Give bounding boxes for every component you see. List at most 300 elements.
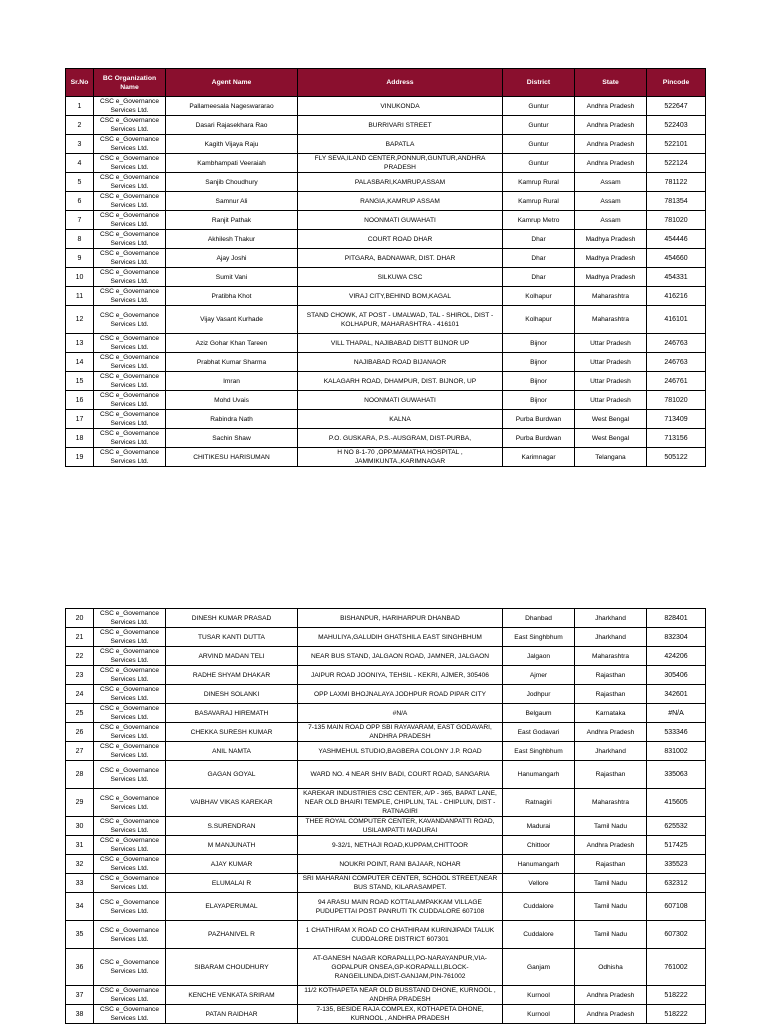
district-cell: Kurnool bbox=[503, 986, 575, 1005]
agent-name-cell: Kagith Vijaya Raju bbox=[166, 135, 298, 154]
agent-name-cell: RADHE SHYAM DHAKAR bbox=[166, 666, 298, 685]
address-cell: P.O. GUSKARA, P.S.-AUSGRAM, DIST-PURBA, bbox=[298, 429, 503, 448]
agent-name-cell: DINESH KUMAR PRASAD bbox=[166, 609, 298, 628]
sr-no-cell: 15 bbox=[66, 372, 94, 391]
table-row bbox=[66, 306, 706, 334]
pincode-cell: 522101 bbox=[647, 135, 706, 154]
organization-cell: CSC e_Governance Services Ltd. bbox=[94, 353, 166, 372]
organization-cell: CSC e_Governance Services Ltd. bbox=[94, 249, 166, 268]
table-row bbox=[66, 135, 706, 154]
agent-name-cell: Vijay Vasant Kurhade bbox=[166, 306, 298, 334]
header-address: Address bbox=[298, 69, 503, 97]
agent-name-cell: ELUMALAI R bbox=[166, 874, 298, 893]
pincode-cell: 781020 bbox=[647, 211, 706, 230]
pincode-cell: 522403 bbox=[647, 116, 706, 135]
table-row bbox=[66, 211, 706, 230]
sr-no-cell: 37 bbox=[66, 986, 94, 1005]
pincode-cell: 246763 bbox=[647, 334, 706, 353]
organization-cell: CSC e_Governance Services Ltd. bbox=[94, 986, 166, 1005]
sr-no-cell: 32 bbox=[66, 855, 94, 874]
sr-no-cell: 27 bbox=[66, 742, 94, 761]
state-cell: Andhra Pradesh bbox=[575, 723, 647, 742]
pincode-cell: 415605 bbox=[647, 789, 706, 817]
address-cell: WARD NO. 4 NEAR SHIV BADI, COURT ROAD, SANGARIA bbox=[298, 761, 503, 789]
organization-cell: CSC e_Governance Services Ltd. bbox=[94, 647, 166, 666]
organization-cell: CSC e_Governance Services Ltd. bbox=[94, 268, 166, 287]
agent-name-cell: Samnur Ali bbox=[166, 192, 298, 211]
address-cell: SRI MAHARANI COMPUTER CENTER, SCHOOL STREET,NEAR BUS STAND, KILARASAMPET. bbox=[298, 874, 503, 893]
pincode-cell: 246763 bbox=[647, 353, 706, 372]
table-row bbox=[66, 97, 706, 116]
pincode-cell: 632312 bbox=[647, 874, 706, 893]
district-cell: Purba Burdwan bbox=[503, 429, 575, 448]
organization-cell: CSC e_Governance Services Ltd. bbox=[94, 230, 166, 249]
header-district: District bbox=[503, 69, 575, 97]
address-cell: #N/A bbox=[298, 704, 503, 723]
agent-name-cell: ARVIND MADAN TELI bbox=[166, 647, 298, 666]
address-cell: 11/2 KOTHAPETA NEAR OLD BUSSTAND DHONE, KURNOOL , ANDHRA PRADESH bbox=[298, 986, 503, 1005]
pincode-cell: 342601 bbox=[647, 685, 706, 704]
organization-cell: CSC e_Governance Services Ltd. bbox=[94, 429, 166, 448]
state-cell: Madhya Pradesh bbox=[575, 230, 647, 249]
pincode-cell: 246761 bbox=[647, 372, 706, 391]
pincode-cell: 305406 bbox=[647, 666, 706, 685]
organization-cell: CSC e_Governance Services Ltd. bbox=[94, 97, 166, 116]
table-row bbox=[66, 334, 706, 353]
pincode-cell: 505122 bbox=[647, 448, 706, 467]
pincode-cell: 831002 bbox=[647, 742, 706, 761]
address-cell: THEE ROYAL COMPUTER CENTER, KAVANDANPATTI ROAD, USILAMPATTI MADURAI bbox=[298, 817, 503, 836]
state-cell: Jharkhand bbox=[575, 609, 647, 628]
table-row bbox=[66, 268, 706, 287]
sr-no-cell: 6 bbox=[66, 192, 94, 211]
sr-no-cell: 31 bbox=[66, 836, 94, 855]
organization-cell: CSC e_Governance Services Ltd. bbox=[94, 874, 166, 893]
organization-cell: CSC e_Governance Services Ltd. bbox=[94, 1005, 166, 1024]
pincode-cell: 828401 bbox=[647, 609, 706, 628]
table-row bbox=[66, 154, 706, 173]
table-row bbox=[66, 372, 706, 391]
state-cell: Andhra Pradesh bbox=[575, 836, 647, 855]
address-cell: VIRAJ CITY,BEHIND BOM,KAGAL bbox=[298, 287, 503, 306]
state-cell: Andhra Pradesh bbox=[575, 1005, 647, 1024]
sr-no-cell: 24 bbox=[66, 685, 94, 704]
address-cell: 7-135 MAIN ROAD OPP SBI RAYAVARAM, EAST GODAVARI, ANDHRA PRADESH bbox=[298, 723, 503, 742]
sr-no-cell: 38 bbox=[66, 1005, 94, 1024]
organization-cell: CSC e_Governance Services Ltd. bbox=[94, 372, 166, 391]
address-cell: MAHULIYA,GALUDIH GHATSHILA EAST SINGHBHUM bbox=[298, 628, 503, 647]
agent-name-cell: CHEKKA SURESH KUMAR bbox=[166, 723, 298, 742]
state-cell: Madhya Pradesh bbox=[575, 268, 647, 287]
organization-cell: CSC e_Governance Services Ltd. bbox=[94, 154, 166, 173]
district-cell: East Singhbhum bbox=[503, 628, 575, 647]
district-cell: Jalgaon bbox=[503, 647, 575, 666]
agent-name-cell: BASAVARAJ HIREMATH bbox=[166, 704, 298, 723]
sr-no-cell: 2 bbox=[66, 116, 94, 135]
organization-cell: CSC e_Governance Services Ltd. bbox=[94, 391, 166, 410]
pincode-cell: 761002 bbox=[647, 949, 706, 986]
agent-name-cell: Mohd Uvais bbox=[166, 391, 298, 410]
address-cell: FLY SEVA,ILAND CENTER,PONNUR,GUNTUR,ANDHRA PRADESH bbox=[298, 154, 503, 173]
header-pincode: Pincode bbox=[647, 69, 706, 97]
district-cell: Belgaum bbox=[503, 704, 575, 723]
state-cell: Andhra Pradesh bbox=[575, 116, 647, 135]
agent-name-cell: Rabindra Nath bbox=[166, 410, 298, 429]
address-cell: BURRIVARI STREET bbox=[298, 116, 503, 135]
state-cell: Jharkhand bbox=[575, 742, 647, 761]
header-sr-no: Sr.No bbox=[66, 69, 94, 97]
state-cell: Tamil Nadu bbox=[575, 893, 647, 921]
state-cell: Jharkhand bbox=[575, 628, 647, 647]
organization-cell: CSC e_Governance Services Ltd. bbox=[94, 116, 166, 135]
agent-name-cell: DINESH SOLANKI bbox=[166, 685, 298, 704]
pincode-cell: 781020 bbox=[647, 391, 706, 410]
sr-no-cell: 21 bbox=[66, 628, 94, 647]
organization-cell: CSC e_Governance Services Ltd. bbox=[94, 192, 166, 211]
organization-cell: CSC e_Governance Services Ltd. bbox=[94, 685, 166, 704]
address-cell: COURT ROAD DHAR bbox=[298, 230, 503, 249]
state-cell: Rajasthan bbox=[575, 685, 647, 704]
state-cell: Madhya Pradesh bbox=[575, 249, 647, 268]
district-cell: Kamrup Rural bbox=[503, 173, 575, 192]
table-row bbox=[66, 817, 706, 836]
agent-name-cell: PATAN RAIDHAR bbox=[166, 1005, 298, 1024]
district-cell: Guntur bbox=[503, 135, 575, 154]
pincode-cell: 424206 bbox=[647, 647, 706, 666]
state-cell: Karnataka bbox=[575, 704, 647, 723]
organization-cell: CSC e_Governance Services Ltd. bbox=[94, 609, 166, 628]
table-row bbox=[66, 874, 706, 893]
address-cell: NOONMATI GUWAHATI bbox=[298, 391, 503, 410]
state-cell: Maharashtra bbox=[575, 287, 647, 306]
sr-no-cell: 34 bbox=[66, 893, 94, 921]
sr-no-cell: 25 bbox=[66, 704, 94, 723]
state-cell: Assam bbox=[575, 173, 647, 192]
organization-cell: CSC e_Governance Services Ltd. bbox=[94, 855, 166, 874]
table-row bbox=[66, 230, 706, 249]
agent-name-cell: M MANJUNATH bbox=[166, 836, 298, 855]
agent-name-cell: Sachin Shaw bbox=[166, 429, 298, 448]
agent-name-cell: Aziz Gohar Khan Tareen bbox=[166, 334, 298, 353]
state-cell: Rajasthan bbox=[575, 666, 647, 685]
sr-no-cell: 5 bbox=[66, 173, 94, 192]
district-cell: East Singhbhum bbox=[503, 742, 575, 761]
table-row bbox=[66, 666, 706, 685]
sr-no-cell: 18 bbox=[66, 429, 94, 448]
address-cell: NAJIBABAD ROAD BIJANAOR bbox=[298, 353, 503, 372]
sr-no-cell: 20 bbox=[66, 609, 94, 628]
district-cell: Ratnagiri bbox=[503, 789, 575, 817]
address-cell: 94 ARASU MAIN ROAD KOTTALAMPAKKAM VILLAGE PUDUPETTAI POST PANRUTI TK CUDDALORE 607108 bbox=[298, 893, 503, 921]
sr-no-cell: 7 bbox=[66, 211, 94, 230]
agent-name-cell: GAGAN GOYAL bbox=[166, 761, 298, 789]
district-cell: Dhar bbox=[503, 249, 575, 268]
state-cell: Tamil Nadu bbox=[575, 874, 647, 893]
sr-no-cell: 8 bbox=[66, 230, 94, 249]
district-cell: Kolhapur bbox=[503, 287, 575, 306]
organization-cell: CSC e_Governance Services Ltd. bbox=[94, 789, 166, 817]
sr-no-cell: 16 bbox=[66, 391, 94, 410]
agent-name-cell: PAZHANIVEL R bbox=[166, 921, 298, 949]
organization-cell: CSC e_Governance Services Ltd. bbox=[94, 211, 166, 230]
pincode-cell: 533346 bbox=[647, 723, 706, 742]
sr-no-cell: 4 bbox=[66, 154, 94, 173]
state-cell: West Bengal bbox=[575, 429, 647, 448]
agent-name-cell: Dasari Rajasekhara Rao bbox=[166, 116, 298, 135]
pincode-cell: 781354 bbox=[647, 192, 706, 211]
organization-cell: CSC e_Governance Services Ltd. bbox=[94, 410, 166, 429]
table-row bbox=[66, 855, 706, 874]
pincode-cell: 517425 bbox=[647, 836, 706, 855]
district-cell: Vellore bbox=[503, 874, 575, 893]
district-cell: Guntur bbox=[503, 154, 575, 173]
sr-no-cell: 22 bbox=[66, 647, 94, 666]
state-cell: Uttar Pradesh bbox=[575, 353, 647, 372]
header-bc-organization: BC Organization Name bbox=[94, 69, 166, 97]
address-cell: VILL THAPAL, NAJIBABAD DISTT BIJNOR UP bbox=[298, 334, 503, 353]
pincode-cell: 522647 bbox=[647, 97, 706, 116]
table-row bbox=[66, 836, 706, 855]
pincode-cell: 713409 bbox=[647, 410, 706, 429]
district-cell: Chittoor bbox=[503, 836, 575, 855]
state-cell: Telangana bbox=[575, 448, 647, 467]
sr-no-cell: 19 bbox=[66, 448, 94, 467]
pincode-cell: 454331 bbox=[647, 268, 706, 287]
organization-cell: CSC e_Governance Services Ltd. bbox=[94, 173, 166, 192]
table-row bbox=[66, 287, 706, 306]
sr-no-cell: 29 bbox=[66, 789, 94, 817]
address-cell: SILKUWA CSC bbox=[298, 268, 503, 287]
sr-no-cell: 28 bbox=[66, 761, 94, 789]
state-cell: Uttar Pradesh bbox=[575, 391, 647, 410]
pincode-cell: 607302 bbox=[647, 921, 706, 949]
organization-cell: CSC e_Governance Services Ltd. bbox=[94, 893, 166, 921]
sr-no-cell: 13 bbox=[66, 334, 94, 353]
state-cell: Andhra Pradesh bbox=[575, 154, 647, 173]
state-cell: Odhisha bbox=[575, 949, 647, 986]
organization-cell: CSC e_Governance Services Ltd. bbox=[94, 921, 166, 949]
table-row bbox=[66, 789, 706, 817]
address-cell: 9-32/1, NETHAJI ROAD,KUPPAM,CHITTOOR bbox=[298, 836, 503, 855]
organization-cell: CSC e_Governance Services Ltd. bbox=[94, 817, 166, 836]
address-cell: RANGIA,KAMRUP ASSAM bbox=[298, 192, 503, 211]
district-cell: Karimnagar bbox=[503, 448, 575, 467]
agent-table-bottom bbox=[65, 608, 706, 1024]
table-row bbox=[66, 986, 706, 1005]
address-cell: KALNA bbox=[298, 410, 503, 429]
district-cell: Cuddalore bbox=[503, 921, 575, 949]
table-row bbox=[66, 628, 706, 647]
agent-name-cell: TUSAR KANTI DUTTA bbox=[166, 628, 298, 647]
header-state: State bbox=[575, 69, 647, 97]
organization-cell: CSC e_Governance Services Ltd. bbox=[94, 287, 166, 306]
address-cell: PALASBARI,KAMRUP,ASSAM bbox=[298, 173, 503, 192]
pincode-cell: 454446 bbox=[647, 230, 706, 249]
address-cell: OPP LAXMI BHOJNALAYA JODHPUR ROAD PIPAR CITY bbox=[298, 685, 503, 704]
table-row bbox=[66, 742, 706, 761]
header-agent-name: Agent Name bbox=[166, 69, 298, 97]
district-cell: Kamrup Metro bbox=[503, 211, 575, 230]
sr-no-cell: 11 bbox=[66, 287, 94, 306]
district-cell: Dhar bbox=[503, 268, 575, 287]
address-cell: BISHANPUR, HARIHARPUR DHANBAD bbox=[298, 609, 503, 628]
district-cell: Dhar bbox=[503, 230, 575, 249]
state-cell: Uttar Pradesh bbox=[575, 372, 647, 391]
agent-name-cell: ANIL NAMTA bbox=[166, 742, 298, 761]
address-cell: AT-GANESH NAGAR KORAPALLI,PO-NARAYANPUR,VIA-GOPALPUR ONSEA,GP-KORAPALLI,BLOCK-RANGEILUNDA,DIST-GANJAM,PIN-761002 bbox=[298, 949, 503, 986]
pincode-cell: 335523 bbox=[647, 855, 706, 874]
pincode-cell: #N/A bbox=[647, 704, 706, 723]
agent-name-cell: Kambhampati Veeraiah bbox=[166, 154, 298, 173]
agent-name-cell: Ranjit Pathak bbox=[166, 211, 298, 230]
table-row bbox=[66, 949, 706, 986]
organization-cell: CSC e_Governance Services Ltd. bbox=[94, 761, 166, 789]
pincode-cell: 625532 bbox=[647, 817, 706, 836]
district-cell: Kamrup Rural bbox=[503, 192, 575, 211]
organization-cell: CSC e_Governance Services Ltd. bbox=[94, 135, 166, 154]
agent-name-cell: ELAYAPERUMAL bbox=[166, 893, 298, 921]
district-cell: Madurai bbox=[503, 817, 575, 836]
table-row bbox=[66, 647, 706, 666]
organization-cell: CSC e_Governance Services Ltd. bbox=[94, 742, 166, 761]
state-cell: Maharashtra bbox=[575, 789, 647, 817]
organization-cell: CSC e_Governance Services Ltd. bbox=[94, 448, 166, 467]
table-row bbox=[66, 609, 706, 628]
pincode-cell: 454660 bbox=[647, 249, 706, 268]
agent-table-top bbox=[65, 68, 706, 467]
agent-name-cell: Akhilesh Thakur bbox=[166, 230, 298, 249]
district-cell: Hanumangarh bbox=[503, 855, 575, 874]
table-row bbox=[66, 249, 706, 268]
state-cell: Tamil Nadu bbox=[575, 921, 647, 949]
table-row bbox=[66, 761, 706, 789]
address-cell: NEAR BUS STAND, JALGAON ROAD, JAMNER, JALGAON bbox=[298, 647, 503, 666]
district-cell: Ajmer bbox=[503, 666, 575, 685]
district-cell: Dhanbad bbox=[503, 609, 575, 628]
table-row bbox=[66, 429, 706, 448]
table-row bbox=[66, 1005, 706, 1024]
state-cell: Uttar Pradesh bbox=[575, 334, 647, 353]
sr-no-cell: 33 bbox=[66, 874, 94, 893]
sr-no-cell: 36 bbox=[66, 949, 94, 986]
pincode-cell: 518222 bbox=[647, 1005, 706, 1024]
address-cell: NOONMATI GUWAHATI bbox=[298, 211, 503, 230]
table-row bbox=[66, 391, 706, 410]
address-cell: YASHMEHUL STUDIO,BAGBERA COLONY J.P. ROAD bbox=[298, 742, 503, 761]
address-cell: PITGARA, BADNAWAR, DIST. DHAR bbox=[298, 249, 503, 268]
pincode-cell: 518222 bbox=[647, 986, 706, 1005]
address-cell: 1 CHATHIRAM X ROAD CO CHATHIRAM KURINJIPADI TALUK CUDDALORE DISTRICT 607301 bbox=[298, 921, 503, 949]
table-row bbox=[66, 410, 706, 429]
organization-cell: CSC e_Governance Services Ltd. bbox=[94, 628, 166, 647]
table-row bbox=[66, 723, 706, 742]
address-cell: KALAGARH ROAD, DHAMPUR, DIST. BIJNOR, UP bbox=[298, 372, 503, 391]
state-cell: Tamil Nadu bbox=[575, 817, 647, 836]
state-cell: West Bengal bbox=[575, 410, 647, 429]
table-row bbox=[66, 921, 706, 949]
pincode-cell: 713156 bbox=[647, 429, 706, 448]
table-row bbox=[66, 448, 706, 467]
table-row bbox=[66, 353, 706, 372]
agent-name-cell: CHITIKESU HARISUMAN bbox=[166, 448, 298, 467]
agent-name-cell: Sumit Vani bbox=[166, 268, 298, 287]
address-cell: NOUKRI POINT, RANI BAJAAR, NOHAR bbox=[298, 855, 503, 874]
agent-name-cell: Prabhat Kumar Sharma bbox=[166, 353, 298, 372]
state-cell: Assam bbox=[575, 192, 647, 211]
address-cell: KAREKAR INDUSTRIES CSC CENTER, A/P - 365, BAPAT LANE, NEAR OLD BHAIRI TEMPLE, CHIPLUN, TAL - CHIPLUN, DIST - RATNAGIRI bbox=[298, 789, 503, 817]
district-cell: Purba Burdwan bbox=[503, 410, 575, 429]
district-cell: Bijnor bbox=[503, 334, 575, 353]
agent-name-cell: Pallameesala Nageswararao bbox=[166, 97, 298, 116]
pincode-cell: 522124 bbox=[647, 154, 706, 173]
pincode-cell: 832304 bbox=[647, 628, 706, 647]
district-cell: Cuddalore bbox=[503, 893, 575, 921]
state-cell: Andhra Pradesh bbox=[575, 97, 647, 116]
state-cell: Maharashtra bbox=[575, 306, 647, 334]
table-row bbox=[66, 116, 706, 135]
district-cell: East Godavari bbox=[503, 723, 575, 742]
agent-name-cell: KENCHE VENKATA SRIRAM bbox=[166, 986, 298, 1005]
agent-name-cell: Imran bbox=[166, 372, 298, 391]
address-cell: BAPATLA bbox=[298, 135, 503, 154]
organization-cell: CSC e_Governance Services Ltd. bbox=[94, 306, 166, 334]
state-cell: Rajasthan bbox=[575, 855, 647, 874]
agent-name-cell: Pratibha Khot bbox=[166, 287, 298, 306]
agent-name-cell: Sanjib Choudhury bbox=[166, 173, 298, 192]
address-cell: JAIPUR ROAD JOONIYA, TEHSIL - KEKRI, AJMER, 305406 bbox=[298, 666, 503, 685]
sr-no-cell: 9 bbox=[66, 249, 94, 268]
agent-name-cell: S.SURENDRAN bbox=[166, 817, 298, 836]
table-row bbox=[66, 685, 706, 704]
district-cell: Bijnor bbox=[503, 372, 575, 391]
agent-name-cell: SIBARAM CHOUDHURY bbox=[166, 949, 298, 986]
sr-no-cell: 30 bbox=[66, 817, 94, 836]
table-row bbox=[66, 192, 706, 211]
address-cell: VINUKONDA bbox=[298, 97, 503, 116]
sr-no-cell: 10 bbox=[66, 268, 94, 287]
pincode-cell: 607108 bbox=[647, 893, 706, 921]
district-cell: Guntur bbox=[503, 97, 575, 116]
pincode-cell: 416101 bbox=[647, 306, 706, 334]
agent-name-cell: AJAY KUMAR bbox=[166, 855, 298, 874]
address-cell: 7-135, BESIDE RAJA COMPLEX, KOTHAPETA DHONE, KURNOOL , ANDHRA PRADESH bbox=[298, 1005, 503, 1024]
district-cell: Kolhapur bbox=[503, 306, 575, 334]
organization-cell: CSC e_Governance Services Ltd. bbox=[94, 704, 166, 723]
sr-no-cell: 14 bbox=[66, 353, 94, 372]
organization-cell: CSC e_Governance Services Ltd. bbox=[94, 723, 166, 742]
table-row bbox=[66, 173, 706, 192]
organization-cell: CSC e_Governance Services Ltd. bbox=[94, 334, 166, 353]
district-cell: Jodhpur bbox=[503, 685, 575, 704]
sr-no-cell: 1 bbox=[66, 97, 94, 116]
pincode-cell: 416216 bbox=[647, 287, 706, 306]
state-cell: Andhra Pradesh bbox=[575, 135, 647, 154]
agent-name-cell: Ajay Joshi bbox=[166, 249, 298, 268]
sr-no-cell: 3 bbox=[66, 135, 94, 154]
organization-cell: CSC e_Governance Services Ltd. bbox=[94, 836, 166, 855]
sr-no-cell: 35 bbox=[66, 921, 94, 949]
district-cell: Ganjam bbox=[503, 949, 575, 986]
sr-no-cell: 23 bbox=[66, 666, 94, 685]
table-header-row bbox=[66, 69, 706, 97]
state-cell: Andhra Pradesh bbox=[575, 986, 647, 1005]
sr-no-cell: 26 bbox=[66, 723, 94, 742]
agent-name-cell: VAIBHAV VIKAS KAREKAR bbox=[166, 789, 298, 817]
organization-cell: CSC e_Governance Services Ltd. bbox=[94, 949, 166, 986]
state-cell: Maharashtra bbox=[575, 647, 647, 666]
organization-cell: CSC e_Governance Services Ltd. bbox=[94, 666, 166, 685]
state-cell: Assam bbox=[575, 211, 647, 230]
